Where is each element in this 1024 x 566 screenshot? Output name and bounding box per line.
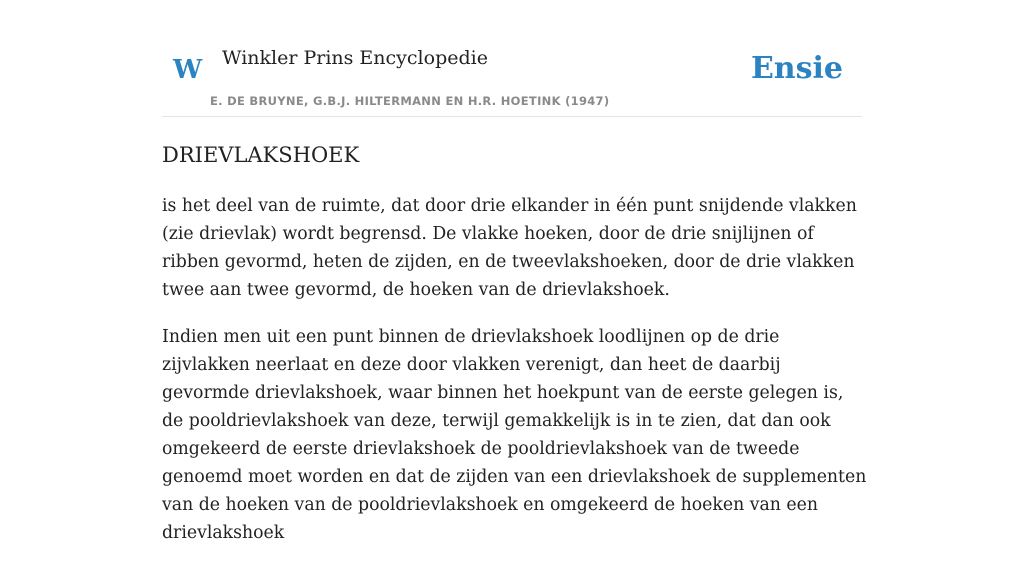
article-title: DRIEVLAKSHOEK bbox=[162, 143, 360, 167]
winkler-prins-logo[interactable]: W bbox=[173, 55, 203, 85]
ensie-logo[interactable]: Ensie bbox=[750, 51, 843, 86]
article-paragraph: Indien men uit een punt binnen de drievlakshoek loodlijnen op de drie zijvlakken neerlaat en deze door vlakken verenigt, dan heet de daarbij gevormde drievlakshoek, waar binnen het hoekpunt van de eerste gelegen is, de pooldrievlakshoek van deze, terwijl gemakkelijk is in te zien, dat dan ook omgekeerd de eerste drievlakshoek de pooldrievlakshoek van de tweede genoemd moet worden en dat de zijden van een drievlakshoek de supplementen van de hoeken van de pooldrievlakshoek en omgekeerd de hoeken van een drievlakshoek bbox=[162, 327, 867, 543]
article-body bbox=[162, 192, 868, 566]
encyclopedia-title[interactable]: Winkler Prins Encyclopedie bbox=[222, 47, 488, 69]
authors-line: E. DE BRUYNE, G.B.J. HILTERMANN EN H.R. HOETINK (1947) bbox=[210, 94, 610, 108]
article-paragraph: is het deel van de ruimte, dat door drie elkander in één punt snijdende vlakken (zie drievlak) wordt begrensd. De vlakke hoeken, door de drie snijlijnen of ribben gevormd, heten de zijden, en de tweevlakshoeken, door de drie vlakken twee aan twee gevormd, de hoeken van de drievlakshoek. bbox=[162, 196, 857, 300]
site-header bbox=[162, 0, 862, 117]
